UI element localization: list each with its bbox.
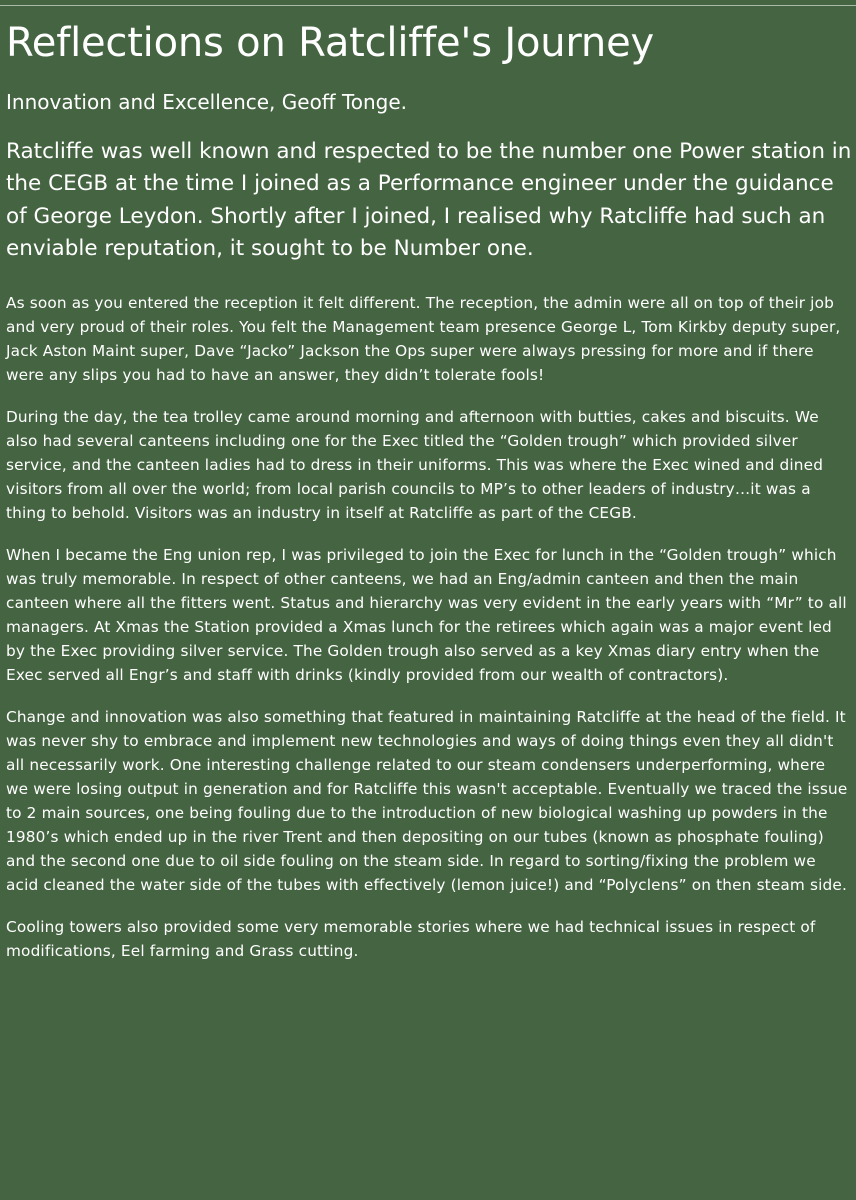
body-paragraph: When I became the Eng union rep, I was privileged to join the Exec for lunch in the “Golden trough” which was truly memorable. In respect of other canteens, we had an Eng/admin canteen and then the main canteen where all the fitters went. Status and hierarchy was very evident in the early years with “Mr” to all managers. At Xmas the Station provided a Xmas lunch for the retirees which again was a major event led by the Exec providing silver service. The Golden trough also served as a key Xmas diary entry when the Exec served all Engr’s and staff with drinks (kindly provided from our wealth of contractors).: [6, 546, 847, 685]
header-divider: [0, 5, 856, 6]
body-paragraph: Cooling towers also provided some very memorable stories where we had technical issues in respect of modifications, Eel farming and Grass cutting.: [6, 918, 816, 961]
lede-paragraph: Ratcliffe was well known and respected to be the number one Power station in the CEGB at the time I joined as a Performance engineer under the guidance of George Leydon. Shortly after I joined, I realised why Ratcliffe had such an enviable reputation, it sought to be Number one.: [6, 139, 852, 261]
body-paragraph: During the day, the tea trolley came around morning and afternoon with butties, cakes and biscuits. We also had several canteens including one for the Exec titled the “Golden trough” which provided silver service, and the canteen ladies had to dress in their uniforms. This was where the Exec wined and dined visitors from all over the world; from local parish councils to MP’s to other leaders of industry…it was a thing to behold. Visitors was an industry in itself at Ratcliffe as part of the CEGB.: [6, 408, 824, 523]
page-subtitle: Innovation and Excellence, Geoff Tonge.: [6, 90, 408, 114]
body-paragraph: As soon as you entered the reception it felt different. The reception, the admin were all on top of their job and very proud of their roles. You felt the Management team presence George L, Tom Kirkby deputy super, Jack Aston Maint super, Dave “Jacko” Jackson the Ops super were always pressing for more and if there were any slips you had to have an answer, they didn’t tolerate fools!: [6, 294, 841, 385]
body-paragraph: Change and innovation was also something that featured in maintaining Ratcliffe at the head of the field. It was never shy to embrace and implement new technologies and ways of doing things even they all didn't all necessarily work. One interesting challenge related to our steam condensers underperforming, where we were losing output in generation and for Ratcliffe this wasn't acceptable. Eventually we traced the issue to 2 main sources, one being fouling due to the introduction of new biological washing up powders in the 1980’s which ended up in the river Trent and then depositing on our tubes (known as phosphate fouling) and the second one due to oil side fouling on the steam side. In regard to sorting/fixing the problem we acid cleaned the water side of the tubes with effectively (lemon juice!) and “Polyclens” on then steam side.: [6, 708, 848, 895]
page-title: Reflections on Ratcliffe's Journey: [6, 20, 654, 66]
